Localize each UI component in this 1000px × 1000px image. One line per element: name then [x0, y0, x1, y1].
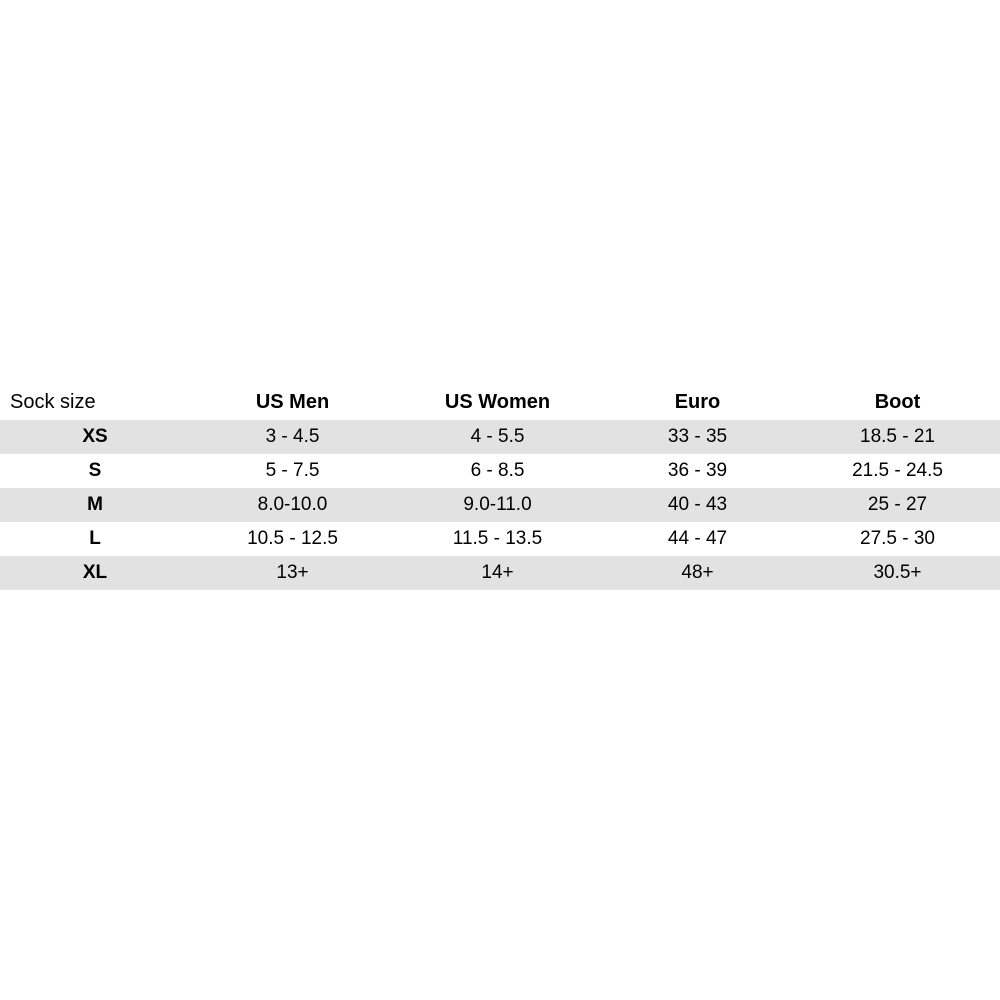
row-label: XL	[0, 556, 190, 590]
sock-size-chart-table	[0, 385, 1000, 590]
cell-us-men: 8.0-10.0	[190, 488, 395, 522]
header-euro: Euro	[600, 385, 795, 420]
cell-euro: 48+	[600, 556, 795, 590]
cell-us-women: 6 - 8.5	[395, 454, 600, 488]
cell-boot: 27.5 - 30	[795, 522, 1000, 556]
cell-euro: 36 - 39	[600, 454, 795, 488]
table-body	[0, 420, 1000, 590]
row-label: S	[0, 454, 190, 488]
header-us-women: US Women	[395, 385, 600, 420]
cell-us-men: 10.5 - 12.5	[190, 522, 395, 556]
table-row	[0, 454, 1000, 488]
row-label: M	[0, 488, 190, 522]
cell-us-women: 14+	[395, 556, 600, 590]
cell-euro: 33 - 35	[600, 420, 795, 454]
cell-euro: 40 - 43	[600, 488, 795, 522]
table-row	[0, 556, 1000, 590]
header-sock-size: Sock size	[0, 385, 190, 420]
table-row	[0, 522, 1000, 556]
table-header-row	[0, 385, 1000, 420]
cell-us-women: 9.0-11.0	[395, 488, 600, 522]
cell-us-men: 3 - 4.5	[190, 420, 395, 454]
row-label: L	[0, 522, 190, 556]
table-row	[0, 488, 1000, 522]
cell-us-women: 4 - 5.5	[395, 420, 600, 454]
size-chart-container	[0, 385, 1000, 590]
cell-boot: 25 - 27	[795, 488, 1000, 522]
cell-boot: 18.5 - 21	[795, 420, 1000, 454]
cell-us-women: 11.5 - 13.5	[395, 522, 600, 556]
header-us-men: US Men	[190, 385, 395, 420]
cell-boot: 30.5+	[795, 556, 1000, 590]
table-row	[0, 420, 1000, 454]
header-boot: Boot	[795, 385, 1000, 420]
cell-euro: 44 - 47	[600, 522, 795, 556]
row-label: XS	[0, 420, 190, 454]
table-header	[0, 385, 1000, 420]
cell-boot: 21.5 - 24.5	[795, 454, 1000, 488]
cell-us-men: 13+	[190, 556, 395, 590]
cell-us-men: 5 - 7.5	[190, 454, 395, 488]
